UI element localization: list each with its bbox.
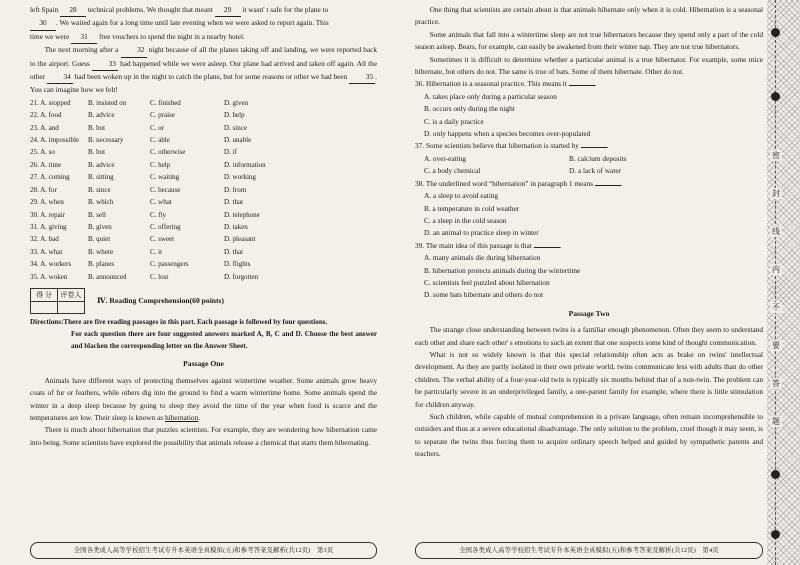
option-row [30, 122, 377, 134]
section-title: Ⅳ. Reading Comprehension(60 points) [97, 295, 225, 305]
option-row [30, 184, 377, 196]
cloze-paragraph-2: The next morning after a 32 night because of all the planes taking off and landing, we were reported back to the airport. Guess 33 had happened while we were asleep. Our plane had arrived and taken off again. All the other 34 had been woken up in the night to catch the plane, but for some reasons or other we had been 35 . You can imagine how we felt! [30, 45, 378, 95]
option-cell: 30. A. repair [30, 210, 65, 219]
option-cell: 35. A. woken [30, 272, 68, 281]
option-cell: B. necessary [88, 136, 124, 145]
underlined-hibernation: hibernation [164, 412, 199, 422]
option-cell: D. unable [224, 136, 252, 145]
option-cell: B. sitting [88, 173, 114, 182]
option-row [30, 171, 377, 183]
option-row [30, 146, 377, 158]
option-cell: 25. A. so [30, 148, 55, 157]
option-cell: D. taken [224, 222, 248, 231]
option-cell: 28. A. for [30, 185, 57, 194]
passage-one-para-3: One thing that scientists are certain about is that animals hibernate only when it is cold. Hibernation is a seasonal practice. [415, 5, 763, 27]
option-cell: 27. A. coming [30, 173, 70, 182]
option-cell: 26. A. time [30, 160, 62, 169]
option-cell: B. given [88, 222, 112, 231]
binding-hole [771, 530, 780, 539]
answer-option-row [415, 153, 763, 165]
answer-option-row [415, 165, 763, 177]
option-cell: B. but [88, 148, 106, 157]
option-cell: C. help [150, 160, 171, 169]
option-cell: D. flights [224, 260, 251, 269]
option-cell: B. where [88, 247, 114, 256]
directions-label: Directions: [30, 317, 64, 326]
passage-one-para-5: Sometimes it is difficult to determine whether a particular animal is a true hibernator. For example, some mice hibernate, but others do not. The same is true of bats. Some of them hibernate. Other do not. [415, 54, 763, 77]
section-header [30, 287, 377, 315]
question-stem: 37. Some scientists believe that hibernation is started by . [415, 141, 609, 151]
answer-option: B. hibernation protects animals during the wintertime [424, 265, 581, 275]
option-cell: C. lost [150, 272, 169, 281]
cloze-line-3: time we were 31 free vouchers to spend the night in a nearby hotel. [30, 31, 377, 44]
binding-char: 内 [772, 265, 780, 274]
passage-one-para-1: Animals have different ways of protecting themselves against wintertime weather. Some animals grow heavy coats of fur or feathers, while others dig into the ground to find a warm wintertime home. Some animals spend the winter in a deep sleep because by going to sleep they avoid the time of the year when food is scarce and the temperatures are low. Their sleep is known as hibernation. [30, 375, 377, 422]
option-cell: B. announced [88, 272, 127, 281]
answer-option: A. many animals die during hibernation [424, 253, 541, 263]
answer-blank [534, 247, 560, 248]
option-row [30, 271, 377, 283]
score-box [30, 288, 85, 314]
page-footer-4: 全国各类成人高等学校招生考试专升本英语全真模拟(五)和参考答案及解析(共12页) 第4页 [415, 542, 763, 559]
binding-char: 要 [772, 341, 780, 350]
option-cell: D. forgotten [224, 272, 259, 281]
option-cell: C. waiting [150, 173, 180, 182]
binding-cut-line [775, 0, 776, 565]
option-cell: B. which [88, 198, 114, 207]
option-cell: D. telephone [224, 210, 260, 219]
blank-31: 31 [71, 31, 97, 44]
left-page [0, 0, 395, 565]
option-cell: D. since [224, 123, 247, 132]
option-cell: C. because [150, 185, 181, 194]
cloze-line-1: left Spain 28 technical problems. We thought that meant 29 it wasn' t safe for the plane to [30, 4, 377, 17]
option-cell: B. planes [88, 260, 115, 269]
answer-option: B. a temperature in cold weather [424, 203, 520, 213]
option-row [30, 209, 377, 221]
directions: Directions:There are five reading passages in this part. Each passage is followed by four questions. For each question there are four suggested answers marked A, B, C and D. Choose the best answer and blacken the corresponding letter on the Answer Sheet. [30, 317, 377, 350]
option-row [30, 233, 377, 245]
option-cell: C. praise [150, 111, 175, 120]
option-cell: C. it [150, 247, 163, 256]
option-cell: B. advice [88, 111, 115, 120]
question-stem: 39. The main idea of this passage is that . [415, 240, 562, 250]
option-cell: D. given [224, 98, 249, 107]
binding-char: 不 [772, 303, 780, 312]
answer-option: D. an animal to practice sleep in winter [424, 228, 539, 238]
option-row [30, 221, 377, 233]
answer-blank [581, 147, 607, 148]
binding-char: 答 [772, 379, 780, 388]
option-cell: B. insisted on [88, 98, 127, 107]
option-cell: 31. A. giving [30, 222, 67, 231]
score-label: 得 分 [31, 288, 58, 301]
option-row [30, 196, 377, 208]
option-cell: B. but [88, 123, 106, 132]
left-column [30, 4, 377, 449]
passage-one-questions [415, 78, 763, 301]
option-cell: D. from [224, 185, 247, 194]
right-page [395, 0, 767, 565]
option-row [30, 159, 377, 171]
score-cell [31, 302, 58, 314]
binding-char: 密 [772, 151, 780, 160]
answer-option: A. takes place only during a particular season [424, 91, 557, 101]
option-cell: 33. A. what [30, 247, 63, 256]
option-cell: C. sweet [150, 235, 175, 244]
option-cell: D. that [224, 247, 244, 256]
answer-blank [595, 185, 621, 186]
option-cell: B. since [88, 185, 111, 194]
grader-label: 评卷人 [58, 288, 85, 301]
right-column [415, 4, 763, 461]
answer-option: C. is a daily practice [424, 116, 484, 126]
binding-char: 封 [772, 189, 780, 198]
option-cell: D. if [224, 148, 237, 157]
option-cell: D. information [224, 160, 266, 169]
option-row [30, 97, 377, 109]
blank-30: 30 [30, 17, 56, 30]
blank-35: 35 [349, 71, 375, 84]
answer-option: A. over-eating [424, 153, 466, 163]
option-cell: D. working [224, 173, 256, 182]
option-cell: C. fly [150, 210, 166, 219]
blank-28: 28 [60, 4, 86, 17]
passage-one-para-2: There is much about hibernation that puzzles scientists. For example, they are wondering how hibernation came into being. Some scientists have explored the possibility that animals release a chemical that starts them hibernating. [30, 425, 377, 447]
binding-strip [767, 0, 800, 565]
option-cell: C. offering [150, 222, 181, 231]
answer-option: A. a sleep to avoid eating [424, 191, 499, 201]
cloze-options [30, 97, 377, 283]
option-cell: C. passengers [150, 260, 189, 269]
option-cell: C. otherwise [150, 148, 186, 157]
question-stem: 36. Hibernation is a seasonal practice. This means it . [415, 79, 597, 89]
answer-option: B. calcium deposits [569, 153, 627, 163]
option-cell: D. that [224, 198, 244, 207]
option-cell: D. help [224, 111, 245, 120]
binding-hole [771, 92, 780, 101]
grader-cell [58, 302, 85, 314]
option-cell: C. what [150, 198, 172, 207]
blank-29: 29 [215, 4, 241, 17]
cloze-line-2: 30 . We waited again for a long time until late evening when we were asked to report again. This [30, 17, 377, 30]
binding-char: 线 [772, 227, 780, 236]
option-cell: D. pleasant [224, 235, 256, 244]
option-cell: B. quiet [88, 235, 111, 244]
page-footer-3: 全国各类成人高等学校招生考试专升本英语全真模拟(五)和参考答案及解析(共12页) 第3页 [30, 542, 377, 559]
question-stem: 38. The underlined word “hibernation” in paragraph 1 means . [415, 178, 623, 188]
answer-blank [569, 85, 595, 86]
blank-34: 34 [47, 71, 73, 84]
passage-one-title: Passage One [183, 359, 224, 369]
option-cell: C. finished [150, 98, 181, 107]
option-cell: B. advice [88, 160, 115, 169]
option-cell: 29. A. when [30, 198, 64, 207]
option-cell: 23. A. and [30, 123, 59, 132]
answer-option: B. occurs only during the night [424, 104, 515, 114]
binding-hole [771, 470, 780, 479]
binding-hole [771, 28, 780, 37]
option-row [30, 109, 377, 121]
option-cell: 34. A. workers [30, 260, 72, 269]
passage-two-para-1: The strange close understanding between twins is a familiar enough phenomenon. Often they seem to understand each other and share each other' s emotions to such an extent that one suspects some kind of thought communication. [415, 325, 763, 347]
option-row [30, 258, 377, 270]
binding-char: 题 [772, 417, 780, 426]
option-cell: 22. A. food [30, 111, 62, 120]
option-row [30, 134, 377, 146]
passage-one-para-4: Some animals that fall into a wintertime sleep are not true hibernators because they spend only a part of the cold season asleep. Bears, for example, can easily be awakened from their winter nap. They are not true hibernators. [415, 29, 763, 52]
option-cell: B. sell [88, 210, 106, 219]
option-cell: 24. A. impossible [30, 136, 80, 145]
passage-two-para-3: Such children, while capable of mutual comprehension in a private language, often remain incomprehensible to outsiders and thus at a severe educational disadvantage. The only solution to the problem, cruel though it may seem, is to separate the twins thus forcing them to acquire ordinary speech helped and guided by sympathetic parents and teachers. [415, 412, 763, 459]
option-row [30, 246, 377, 258]
option-cell: 21. A. stopped [30, 98, 71, 107]
blank-33: 33 [92, 58, 118, 71]
blank-32: 32 [121, 44, 147, 57]
answer-option: C. a sleep in the cold season [424, 215, 507, 225]
passage-two-para-2: What is not so widely known is that this special relationship often acts as brake on twins' intellectual development. As they are partly isolated in their own private world, twins communicate less with adults than do other children. The verbal ability of a four-year-old twin is typically six months behind that of a non-twin. The problem can be particularly severe in an underprivileged family, a one-parent family for example, where there is little stimulation for children anyway. [415, 349, 763, 409]
option-cell: 32. A. bad [30, 235, 59, 244]
answer-option: D. a lack of water [569, 166, 622, 176]
option-cell: C. or [150, 123, 164, 132]
option-cell: C. able [150, 136, 170, 145]
answer-option: D. only happens when a species becomes over-populated [424, 129, 591, 139]
answer-option: C. scientists feel puzzled about hibernation [424, 277, 550, 287]
answer-option: C. a body chemical [424, 166, 481, 176]
answer-option: D. some bats hibernate and others do not [424, 290, 544, 300]
passage-two-title: Passage Two [568, 308, 610, 318]
